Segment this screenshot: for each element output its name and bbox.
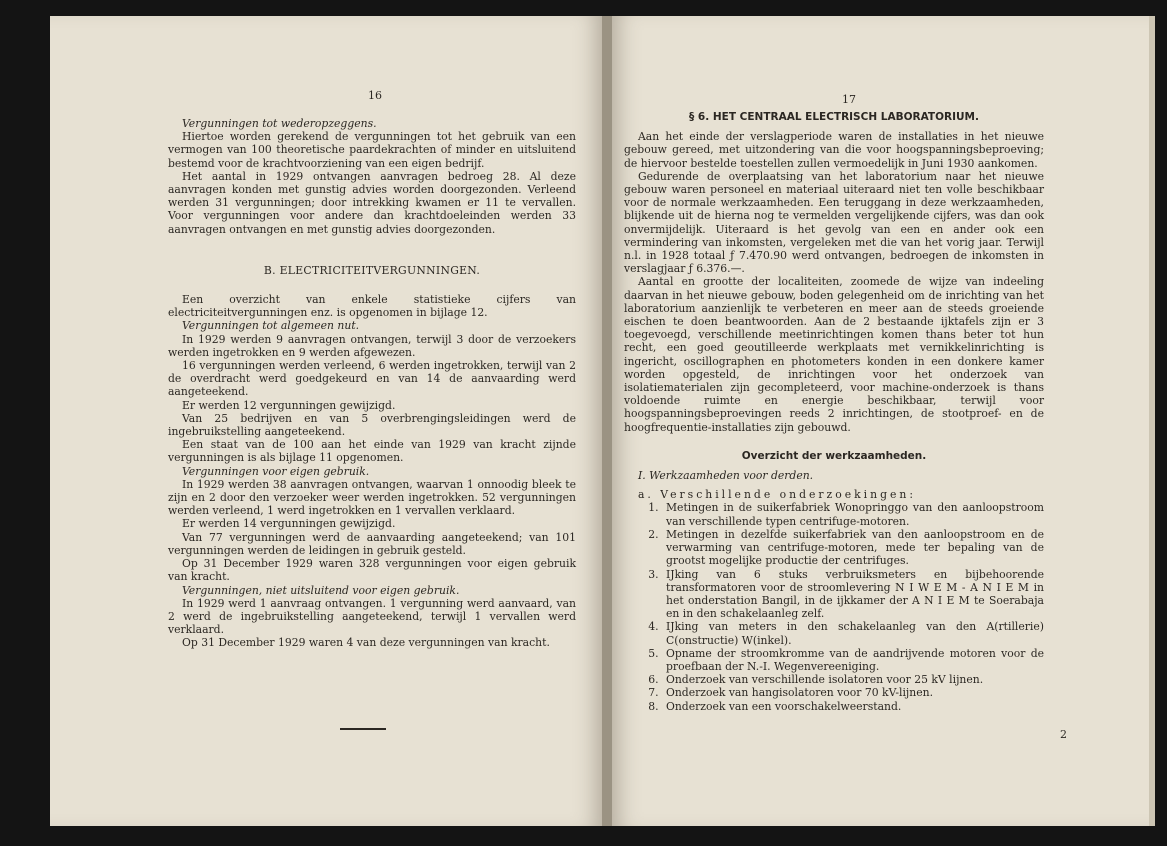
section-title: B. ELECTRICITEITVERGUNNINGEN. — [263, 263, 481, 277]
overview-title: Overzicht der werkzaamheden. — [741, 449, 927, 462]
sub-heading: I. Werkzaamheden voor derden. — [638, 469, 814, 483]
paragraph: Gedurende de overplaatsing van het laboratorium naar het nieuwe gebouw waren personeel en materiaal uiteraard niet ten volle beschikbaar voor de normale werkzaamheden. Een teruggang in deze werkzaamheden, blijkende uit de hierna nog te vermelden vergelijkende cijfers, was dan ook onvermijdelijk. Uiteraard is het gevolg van een en ander ook een vermindering van inkomsten, vergeleken met die van het vorig jaar. Terwijl n.l. in 1928 totaal ƒ 7.470.90 werd ontvangen, bedroegen de inkomsten in verslagjaar ƒ 6.376.—. — [624, 169, 1044, 276]
section-title: § 6. HET CENTRAAL ELECTRISCH LABORATORIUM. — [689, 111, 979, 123]
list-item: 4. IJking van meters in den schakelaanleg van den A(rtillerie) C(onstructie) W(inkel). — [662, 620, 1044, 646]
paragraph: Van 77 vergunningen werd de aanvaarding aangeteekend; van 101 vergunningen werden de leidingen in gebruik gesteld. — [168, 530, 576, 557]
paragraph: Het aantal in 1929 ontvangen aanvragen bedroeg 28. Al deze aanvragen konden met gunstig advies worden doorgezonden. Verleend werden 31 vergunningen; door intrekking kwamen er 11 te vervallen. Voor vergunningen voor andere dan krachtdoeleinden werden 33 aanvragen ontvangen en met gunstig advies doorgezonden. — [168, 169, 576, 236]
paragraph: 16 vergunningen werden verleend, 6 werden ingetrokken, terwijl van 2 de overdracht werd goedgekeurd en van 14 de aanvaarding werd aangeteekend. — [168, 359, 576, 399]
list-item: 3. IJking van 6 stuks verbruiksmeters en bijbehoorende transformatoren voor de stroomlevering N I W E M - A N I E M in het onderstation Bangil, in de ijkkamer der A N I E M te Soerabaja en in den schakelaanleg zelf. — [662, 568, 1044, 621]
paragraph: Van 25 bedrijven en van 5 overbrengingsleidingen werd de ingebruikstelling aangeteekend. — [168, 411, 576, 439]
paragraph: In 1929 werden 38 aanvragen ontvangen, waarvan 1 onnoodig bleek te zijn en 2 door den verzoeker weer werden ingetrokken. 52 vergunningen werden verleend, 1 werd ingetrokken en 1 vervallen verklaard. — [168, 477, 576, 518]
paragraph: In 1929 werden 9 aanvragen ontvangen, terwijl 3 door de verzoekers werden ingetrokken en 9 werden afgewezen. — [168, 332, 576, 359]
right-page — [612, 16, 1149, 826]
paragraph: Hiertoe worden gerekend de vergunningen tot het gebruik van een vermogen van 100 theoretische paardekrachten of minder en uitsluitend bestemd voor de krachtvoorziening van een eigen bedrijf. — [168, 130, 576, 170]
list-item: 8. Onderzoek van een voorschakelweerstand. — [662, 700, 1044, 713]
paragraph: Aan het einde der verslagperiode waren de installaties in het nieuwe gebouw gereed, met uitzondering van die voor hoogspanningsbeproeving; de hiervoor bestelde toestellen zullen vermoedelijk in Juni 1930 aankomen. — [624, 130, 1044, 170]
paragraph: Een overzicht van enkele statistieke cijfers van electriciteitvergunningen enz. is opgenomen in bijlage 12. — [168, 293, 576, 320]
subsection-heading: Vergunningen tot wederopzeggens. — [182, 117, 377, 130]
list-item: 7. Onderzoek van hangisolatoren voor 70 kV-lijnen. — [662, 686, 1044, 699]
list-item: 1. Metingen in de suikerfabriek Wonopringgo van den aanloopstroom van verschillende typen centrifuge-motoren. — [662, 501, 1044, 527]
paragraph: In 1929 werd 1 aanvraag ontvangen. 1 vergunning werd aanvaard, van 2 werd de ingebruikstelling aangeteekend, terwijl 1 vervallen werd verklaard. — [168, 596, 576, 637]
list-item: 2. Metingen in dezelfde suikerfabriek van den aanloopstroom en de verwarming van centrifuge-motoren, mede ter bepaling van de grootst mogelijke productie der centrifuges. — [662, 528, 1044, 568]
right-page-body — [624, 111, 1044, 713]
subsection-heading: Vergunningen tot algemeen nut. — [182, 319, 360, 333]
work-list — [624, 501, 1044, 712]
paragraph: Een staat van de 100 aan het einde van 1929 van kracht zijnde vergunningen is als bijlage 11 opgenomen. — [168, 438, 576, 465]
subsection-heading: Vergunningen voor eigen gebruik. — [182, 464, 370, 478]
left-page — [50, 16, 602, 826]
left-page-number: 16 — [368, 89, 382, 102]
paragraph: Op 31 December 1929 waren 4 van deze vergunningen van kracht. — [182, 636, 550, 650]
sub-sub-heading: a. Verschillende onderzoekingen: — [638, 488, 916, 502]
paragraph: Er werden 14 vergunningen gewijzigd. — [182, 517, 396, 531]
list-item: 5. Opname der stroomkromme van de aandrijvende motoren voor de proefbaan der N.-I. Wegenvereeniging. — [662, 647, 1044, 673]
right-page-number: 17 — [842, 93, 856, 106]
paragraph: Er werden 12 vergunningen gewijzigd. — [182, 398, 396, 412]
book-gutter — [602, 16, 612, 826]
paragraph: Aantal en grootte der localiteiten, zoomede de wijze van indeeling daarvan in het nieuwe gebouw, boden gelegenheid om de inrichting van het laboratorium aanzienlijk te verbeteren en meer aan de steeds groeiende eischen te doen beantwoorden. Aan de 2 bestaande ijktafels zijn er 3 toegevoegd, verschillende meetinrichtingen komen thans beter tot hun recht, een goed geoutilleerde werkplaats met vernikkelinrichting is ingericht, oscillographen en photometers konden in een donkere kamer worden opgesteld, de inrichtingen voor het onderzoek van isolatiematerialen zijn gecompleteerd, voor machine-onderzoek is thans voldoende ruimte en energie beschikbaar, terwijl voor hoogspanningsbeproevingen reeds 2 inrichtingen, de stootproef- en de hoogfrequentie-installaties zijn gebouwd. — [624, 275, 1044, 434]
left-page-body — [168, 117, 576, 650]
closing-rule — [340, 728, 386, 730]
footer-mark: 2 — [1060, 728, 1067, 741]
list-item: 6. Onderzoek van verschillende isolatoren voor 25 kV lijnen. — [662, 673, 1044, 686]
subsection-heading: Vergunningen, niet uitsluitend voor eigen gebruik. — [182, 583, 460, 597]
paragraph: Op 31 December 1929 waren 328 vergunningen voor eigen gebruik van kracht. — [168, 557, 576, 584]
page-edge-right — [1149, 16, 1155, 826]
